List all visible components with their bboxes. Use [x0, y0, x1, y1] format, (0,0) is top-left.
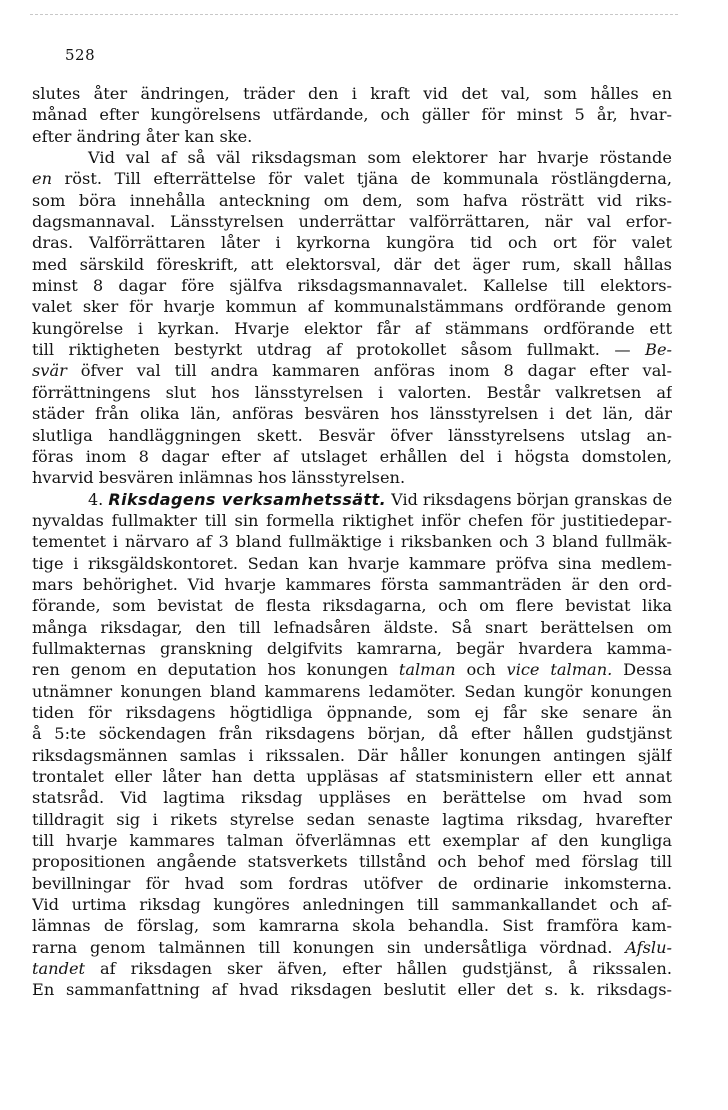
text-line — [32, 873, 672, 894]
text-line — [32, 360, 672, 381]
text-line — [32, 745, 672, 766]
text-line — [32, 574, 672, 595]
text-segment: dagsmannaval. Länsstyrelsen underrättar valförrättaren, när val erfor- — [32, 212, 672, 232]
text-segment: kungörelse i kyrkan. Hvarje elektor får af stämmans ordförande ett — [32, 318, 672, 338]
text-segment: fullmakternas granskning delgifvits kamrarna, begär hvardera kamma- — [32, 638, 672, 658]
text-line — [32, 531, 672, 552]
text-line — [32, 809, 672, 830]
text-segment: minst 8 dagar före själfva riksdagsmannavalet. Kallelse till elektors- — [32, 276, 672, 296]
text-segment: En sammanfattning af hvad riksdagen beslutit eller det s. k. riksdags- — [32, 980, 672, 1000]
text-line — [32, 318, 672, 339]
text-line — [32, 702, 672, 723]
text-segment: röst. Till efterrättelse för valet tjäna de kommunala röstlängderna, — [52, 169, 672, 189]
text-line — [32, 979, 672, 1000]
text-segment: valet sker för hvarje kommun af kommunalstämmans ordförande genom — [32, 297, 672, 317]
text-segment: tilldragit sig i rikets styrelse sedan senaste lagtima riksdag, hvarefter — [32, 809, 672, 829]
text-segment: Vid riksdagens början granskas de — [386, 489, 672, 509]
italic-term: Be- — [645, 340, 672, 360]
text-segment: öfver val till andra kammaren anföras inom 8 dagar efter val- — [66, 361, 672, 381]
text-segment: trontalet eller låter han detta uppläsas af statsministern eller ett annat — [32, 767, 672, 786]
text-segment: till hvarje kammares talman öfverlämnas ett exemplar af den kungliga — [32, 831, 672, 851]
italic-term: svär — [32, 361, 67, 381]
text-segment: dras. Valförrättaren låter i kyrkorna kungöra tid och ort för valet — [32, 233, 672, 253]
body-text — [32, 83, 672, 1001]
text-line — [32, 638, 672, 659]
paragraph-first-line — [32, 489, 672, 510]
text-segment: ren genom en deputation hos konungen — [32, 660, 399, 680]
text-segment: förande, som bevistat de flesta riksdagarna, och om flere bevistat lika — [32, 596, 672, 616]
text-segment: å 5:te söckendagen från riksdagens början, då efter hållen gudstjänst — [32, 724, 672, 744]
text-line — [32, 830, 672, 851]
text-line — [32, 659, 672, 680]
text-segment: och — [455, 660, 507, 680]
text-segment: många riksdagar, den till lefnadsåren äldste. Så snart berättelsen om — [32, 617, 672, 637]
text-segment: slutliga handläggningen skett. Besvär öfver länsstyrelsens utslag an- — [32, 425, 672, 445]
text-line — [32, 104, 672, 125]
paragraph-first-line — [32, 147, 672, 168]
text-line — [32, 553, 672, 574]
text-line — [32, 958, 672, 979]
text-segment: tiden för riksdagens högtidliga öppnande, som ej får ske senare än — [32, 702, 672, 722]
top-edge-rule — [30, 14, 678, 15]
text-segment: föras inom 8 dagar efter af utslaget erhållen del i högsta domstolen, — [32, 446, 672, 466]
text-line — [32, 254, 672, 275]
text-segment: tementet i närvaro af 3 bland fullmäktige i riksbanken och 3 bland fullmäk- — [32, 532, 672, 552]
text-segment: lämnas de förslag, som kamrarna skola behandla. Sist framföra kam- — [32, 916, 672, 936]
text-line — [32, 595, 672, 616]
text-line — [32, 681, 672, 702]
text-segment: utnämner konungen bland kammarens ledamöter. Sedan kungör konungen — [32, 681, 672, 701]
text-line — [32, 510, 672, 531]
text-line — [32, 83, 672, 104]
text-segment: statsråd. Vid lagtima riksdag uppläses en berättelse om hvad som — [32, 788, 672, 808]
text-line — [32, 446, 672, 467]
text-segment: som böra innehålla anteckning om dem, som hafva rösträtt vid riks- — [32, 190, 672, 210]
text-segment: Vid val af så väl riksdagsman som elektorer har hvarje röstande — [88, 148, 672, 168]
text-segment: af riksdagen sker äfven, efter hållen gudstjänst, å rikssalen. — [85, 959, 672, 979]
text-segment: slutes åter ändringen, träder den i kraft vid det val, som hålles en — [32, 84, 672, 103]
text-line — [32, 425, 672, 446]
text-segment: förrättningens slut hos länsstyrelsen i valorten. Består valkretsen af — [32, 382, 672, 402]
text-line — [32, 211, 672, 232]
page-number: 528 — [65, 46, 96, 64]
text-line — [32, 617, 672, 638]
text-segment: efter ändring åter kan ske. — [32, 126, 253, 146]
text-line — [32, 168, 672, 189]
text-segment: propositionen angående statsverkets tillstånd och behof med förslag till — [32, 852, 672, 872]
text-line — [32, 723, 672, 744]
text-line — [32, 851, 672, 872]
text-segment: 4. — [88, 489, 109, 509]
text-segment: Vid urtima riksdag kungöres anledningen till sammankallandet och af- — [32, 895, 672, 915]
section-heading: Riksdagens verksamhetssätt. — [108, 489, 387, 509]
text-line — [32, 403, 672, 424]
text-line — [32, 467, 672, 488]
text-line — [32, 382, 672, 403]
text-segment: tige i riksgäldskontoret. Sedan kan hvarje kammare pröfva sina medlem- — [32, 553, 672, 573]
italic-term: vice talman. — [506, 660, 613, 680]
text-segment: mars behörighet. Vid hvarje kammares första sammanträden är den ord- — [32, 574, 672, 594]
italic-term: talman — [398, 660, 456, 680]
italic-term: en — [32, 169, 53, 189]
text-segment: hvarvid besvären inlämnas hos länsstyrelsen. — [32, 468, 406, 488]
text-line — [32, 296, 672, 317]
text-line — [32, 937, 672, 958]
text-segment: till riktigheten bestyrkt utdrag af protokollet såsom fullmakt. — — [32, 340, 646, 360]
text-line — [32, 766, 672, 787]
italic-term: Afslu- — [625, 937, 672, 957]
text-line — [32, 915, 672, 936]
text-segment: bevillningar för hvad som fordras utöfver de ordinarie inkomsterna. — [32, 873, 672, 893]
italic-term: tandet — [32, 959, 86, 979]
text-segment: städer från olika län, anföras besvären hos länsstyrelsen i det län, där — [32, 404, 672, 424]
text-line — [32, 126, 672, 147]
text-line — [32, 894, 672, 915]
text-segment: nyvaldas fullmakter till sin formella riktighet inför chefen för justitiedepar- — [32, 510, 672, 530]
text-line — [32, 232, 672, 253]
text-line — [32, 339, 672, 360]
text-segment: månad efter kungörelsens utfärdande, och gäller för minst 5 år, hvar- — [32, 105, 672, 125]
text-segment: med särskild föreskrift, att elektorsval, där det äger rum, skall hållas — [32, 254, 672, 274]
text-segment: riksdagsmännen samlas i rikssalen. Där håller konungen antingen själf — [32, 745, 672, 765]
text-line — [32, 787, 672, 808]
text-line — [32, 275, 672, 296]
text-segment: rarna genom talmännen till konungen sin undersåtliga vördnad. — [32, 937, 626, 957]
text-segment: Dessa — [612, 660, 672, 680]
text-line — [32, 190, 672, 211]
